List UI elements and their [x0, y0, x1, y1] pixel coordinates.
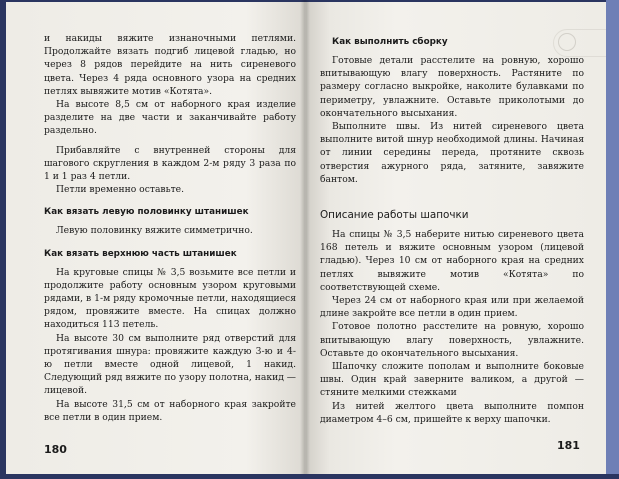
paragraph: Левую половинку вяжите симметрично. — [56, 225, 253, 237]
paragraph: На спицы № 3,5 наберите нитью сиреневого цвета 168 петель и вяжите основным узором (лицевой гладью). Через 10 см от наборного края на средних петлях вывяжите мотив «Котята» по соответствующей схеме. — [320, 229, 584, 293]
book-gutter — [300, 0, 310, 479]
paragraph: Выполните швы. Из нитей сиреневого цвета выполните витой шнур необходимой длины. Начиная от линии середины переда, протяните сквозь отверстия ажурного ряда, затяните, завяжите бантом. — [320, 121, 584, 185]
book-cover-edge — [606, 0, 619, 479]
paragraph: Петли временно оставьте. — [56, 184, 185, 196]
paragraph: На высоте 31,5 см от наборного края закройте все петли в один прием. — [44, 398, 296, 423]
paragraph: Готовое полотно расстелите на ровную, хорошо впитывающую влагу поверхность, увлажните. Оставьте до окончательного высыхания. — [320, 321, 584, 359]
left-page-content — [44, 32, 296, 424]
paragraph: Из нитей желтого цвета выполните помпон диаметром 4–6 см, пришейте к верху шапочки. — [320, 400, 584, 425]
paragraph: Шапочку сложите пополам и выполните боковые швы. Один край заверните валиком, а другой — стяните мелкими стежками — [320, 361, 584, 399]
section-heading-assembly: Как выполнить сборку — [332, 37, 448, 47]
paragraph: На высоте 8,5 см от наборного края изделие разделите на две части и заканчивайте работу раздельно. — [44, 99, 296, 137]
left-page — [6, 2, 306, 474]
right-page — [306, 2, 606, 474]
section-heading-left-half: Как вязать левую половинку штанишек — [44, 207, 249, 218]
paragraph: На высоте 30 см выполните ряд отверстий для протягивания шнура: провяжите каждую 3-ю и 4-ю петли вместе одной лицевой, 1 накид. Следующий ряд вяжите по узору полотна, накид — лицевой. — [44, 332, 296, 397]
section-heading-hat: Описание работы шапочки — [320, 209, 469, 222]
paragraph: На круговые спицы № 3,5 возьмите все петли и продолжите работу основным узором круговыми рядами, в 1-м ряду кромочные петли, находящиеся рядом, провяжите вместе. На спицах должно находиться 113 петель. — [44, 266, 296, 331]
paragraph: Через 24 см от наборного края или при желаемой длине закройте все петли в один прием. — [320, 295, 584, 320]
paragraph: Прибавляйте с внутренней стороны для шагового скругления в каждом 2-м ряду 3 раза по 1 и 1 раз 4 петли. — [44, 144, 296, 183]
section-heading-top-part: Как вязать верхнюю часть штанишек — [44, 248, 237, 259]
page-number: 181 — [557, 439, 580, 452]
book-bottom-edge — [0, 474, 619, 479]
paragraph: Готовые детали расстелите на ровную, хорошо впитывающую влагу поверхность. Растяните по размеру согласно выкройке, наколите булавками по периметру, увлажните. Оставьте приколотыми до окончательного высыхания. — [320, 55, 584, 119]
paragraph: и накиды вяжите изнаночными петлями. Продолжайте вязать подгиб лицевой гладью, но через 8 рядов перейдите на нить сиреневого цвета. Через 4 ряда основного узора на средних петлях вывяжите мотив «Котята». — [44, 33, 296, 97]
right-page-content — [320, 36, 584, 426]
page-number: 180 — [44, 443, 67, 456]
